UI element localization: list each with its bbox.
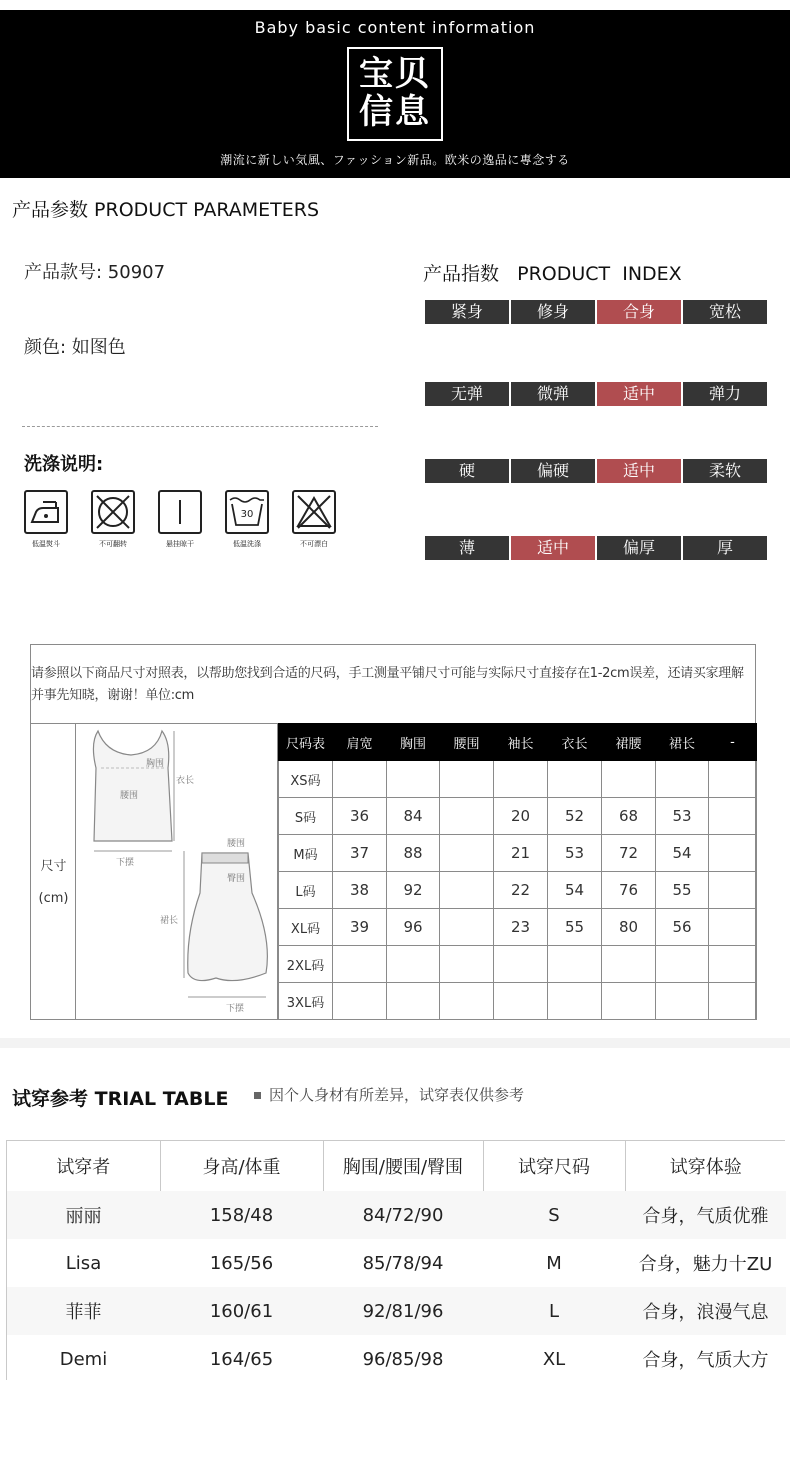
index-cell: 微弹 (511, 382, 595, 406)
size-chart (30, 644, 756, 1020)
care-label: 低温洗涤 (233, 540, 261, 548)
index-row-softness (425, 459, 767, 483)
size-value-cell (656, 761, 709, 798)
size-value-cell (440, 946, 494, 983)
size-value-cell: 55 (548, 909, 602, 946)
size-value-cell (709, 946, 757, 983)
trial-header: 试穿者 (7, 1141, 160, 1191)
trial-cell: 85/78/94 (323, 1239, 483, 1287)
trial-cell: 84/72/90 (323, 1191, 483, 1239)
size-table-header: 裙腰 (602, 724, 656, 761)
size-value-cell (440, 872, 494, 909)
size-value-cell: 55 (656, 872, 709, 909)
size-table-row (279, 761, 757, 798)
size-chart-left-label (31, 723, 76, 1019)
trial-header: 试穿尺码 (483, 1141, 625, 1191)
size-table-row (279, 835, 757, 872)
size-value-cell (333, 761, 387, 798)
trial-cell: M (483, 1239, 625, 1287)
trial-cell: 合身，气质大方 (625, 1335, 786, 1383)
index-cell: 修身 (511, 300, 595, 324)
index-cell: 薄 (425, 536, 509, 560)
care-label: 不可翻转 (99, 540, 127, 548)
trial-header-row (7, 1141, 786, 1191)
size-value-cell (656, 946, 709, 983)
size-value-cell (387, 761, 440, 798)
care-item-iron (16, 490, 76, 549)
trial-header: 试穿体验 (669, 1157, 742, 1178)
size-value-cell: 72 (602, 835, 656, 872)
trial-cell: 96/85/98 (323, 1335, 483, 1383)
care-item-no-bleach (284, 490, 344, 549)
trial-cell: 合身，魅力十ZU (625, 1239, 786, 1287)
size-table-header: 袖长 (494, 724, 548, 761)
trial-row (7, 1287, 786, 1335)
size-value-cell (333, 983, 387, 1020)
size-value-cell (709, 761, 757, 798)
size-value-cell: 76 (602, 872, 656, 909)
index-row-thickness (425, 536, 767, 560)
trial-row (7, 1239, 786, 1287)
size-value-cell: 52 (548, 798, 602, 835)
size-label-cell: L码 (279, 872, 333, 909)
banner-subtitle: 潮流に新しい気風、ファッション新品。欧米の逸品に專念する (220, 153, 570, 167)
size-table-row (279, 798, 757, 835)
trial-cell: 164/65 (160, 1335, 323, 1383)
trial-cell: L (483, 1287, 625, 1335)
index-cell: 厚 (683, 536, 767, 560)
size-label-cell: XS码 (279, 761, 333, 798)
trial-row (7, 1335, 786, 1383)
size-value-cell: 53 (656, 798, 709, 835)
trial-table (7, 1141, 786, 1383)
trial-cell: 92/81/96 (323, 1287, 483, 1335)
size-label: 尺寸 (40, 859, 67, 874)
trial-table-body (7, 1191, 786, 1383)
index-row-fit (425, 300, 767, 324)
top-outline (93, 731, 172, 841)
size-label-cell: XL码 (279, 909, 333, 946)
size-value-cell (709, 872, 757, 909)
size-value-cell (602, 946, 656, 983)
product-index-title: 产品指数 PRODUCT INDEX (423, 263, 682, 285)
garment-diagram-svg (76, 723, 278, 1019)
trial-table-title: 试穿参考 TRIAL TABLE (12, 1088, 229, 1110)
index-cell-selected: 适中 (597, 459, 681, 483)
care-label: 不可漂白 (300, 540, 328, 548)
diagram-label-length: 衣长 (176, 776, 195, 786)
section-separator (0, 1038, 790, 1048)
no-bleach-icon (292, 490, 336, 534)
index-cell: 硬 (425, 459, 509, 483)
size-value-cell: 36 (333, 798, 387, 835)
index-cell: 宽松 (683, 300, 767, 324)
trial-cell: XL (483, 1335, 625, 1383)
size-value-cell: 20 (494, 798, 548, 835)
size-table-row (279, 872, 757, 909)
size-unit-label: (cm) (38, 891, 69, 906)
divider (22, 426, 378, 427)
size-value-cell: 80 (602, 909, 656, 946)
trial-cell: S (483, 1191, 625, 1239)
product-model: 产品款号: 50907 (24, 262, 166, 283)
wash-instructions-title: 洗涤说明: (24, 454, 104, 475)
size-value-cell: 21 (494, 835, 548, 872)
trial-cell: Lisa (7, 1239, 160, 1287)
size-table-row (279, 983, 757, 1020)
trial-cell: 合身，气质优雅 (625, 1191, 786, 1239)
diagram-label-skirt-length: 裙长 (160, 916, 179, 926)
size-value-cell (548, 983, 602, 1020)
size-label-cell: M码 (279, 835, 333, 872)
index-cell-selected: 合身 (597, 300, 681, 324)
size-label-cell: 2XL码 (279, 946, 333, 983)
size-value-cell: 53 (548, 835, 602, 872)
wash-30-icon (225, 490, 269, 534)
diagram-label-waist: 腰围 (120, 791, 139, 801)
size-value-cell (709, 983, 757, 1020)
no-tumble-dry-icon (91, 490, 135, 534)
index-cell: 无弹 (425, 382, 509, 406)
trial-cell: 165/56 (160, 1239, 323, 1287)
size-table-header: 尺码表 (279, 724, 333, 761)
size-value-cell (387, 983, 440, 1020)
trial-cell: 158/48 (160, 1191, 323, 1239)
product-color: 颜色: 如图色 (24, 337, 126, 358)
size-value-cell: 88 (387, 835, 440, 872)
care-item-hang-dry (150, 490, 210, 549)
size-value-cell: 96 (387, 909, 440, 946)
garment-diagram (76, 723, 278, 1019)
hang-dry-icon (158, 490, 202, 534)
index-cell: 偏厚 (597, 536, 681, 560)
size-table-row (279, 946, 757, 983)
index-cell: 紧身 (425, 300, 509, 324)
size-value-cell (494, 946, 548, 983)
trial-header: 身高/体重 (160, 1141, 323, 1191)
trial-note-text: 因个人身材有所差异，试穿表仅供参考 (269, 1086, 525, 1104)
size-table-header: 裙长 (656, 724, 709, 761)
size-chart-note: 请参照以下商品尺寸对照表，以帮助您找到合适的尺码，手工测量平铺尺寸可能与实际尺寸直接存在1-2cm误差，还请买家理解并事先知晓，谢谢！单位:cm (31, 666, 744, 703)
size-value-cell: 23 (494, 909, 548, 946)
size-value-cell (548, 946, 602, 983)
size-value-cell (440, 909, 494, 946)
size-value-cell (602, 761, 656, 798)
trial-cell: Demi (7, 1335, 160, 1383)
size-value-cell (494, 983, 548, 1020)
trial-cell: 丽丽 (7, 1191, 160, 1239)
diagram-label-hem: 下摆 (116, 858, 135, 868)
size-table-header: 腰围 (440, 724, 494, 761)
size-table-header: 胸围 (387, 724, 440, 761)
index-cell-selected: 适中 (597, 382, 681, 406)
index-row-elasticity (425, 382, 767, 406)
product-parameters-title: 产品参数 PRODUCT PARAMETERS (12, 199, 320, 221)
care-label: 低温熨斗 (32, 540, 60, 548)
size-value-cell (709, 909, 757, 946)
size-value-cell (494, 761, 548, 798)
size-value-cell (440, 761, 494, 798)
index-cell: 偏硬 (511, 459, 595, 483)
size-value-cell: 54 (656, 835, 709, 872)
care-item-no-tumble (83, 490, 143, 549)
index-cell-selected: 适中 (511, 536, 595, 560)
size-label-cell: S码 (279, 798, 333, 835)
banner-title-cn: 宝贝信息 (359, 54, 431, 132)
size-value-cell: 84 (387, 798, 440, 835)
size-table-header: - (709, 724, 757, 761)
trial-cell: 合身，浪漫气息 (625, 1287, 786, 1335)
size-value-cell (602, 983, 656, 1020)
trial-cell: 菲菲 (7, 1287, 160, 1335)
diagram-label-chest: 胸围 (146, 759, 165, 769)
size-value-cell (440, 835, 494, 872)
size-value-cell: 38 (333, 872, 387, 909)
size-label-cell: 3XL码 (279, 983, 333, 1020)
size-value-cell (440, 798, 494, 835)
banner-title-en: Baby basic content information (254, 18, 536, 37)
banner-title-box (347, 47, 443, 141)
trial-table-container (6, 1140, 785, 1380)
size-value-cell (709, 798, 757, 835)
size-value-cell: 39 (333, 909, 387, 946)
trial-cell: 160/61 (160, 1287, 323, 1335)
trial-row (7, 1191, 786, 1239)
trial-table-note (254, 1084, 524, 1105)
index-cell: 柔软 (683, 459, 767, 483)
diagram-label-skirt-waist: 腰围 (227, 839, 246, 849)
size-value-cell (548, 761, 602, 798)
care-label: 悬挂晾干 (166, 540, 194, 548)
size-value-cell: 54 (548, 872, 602, 909)
trial-header: 胸围/腰围/臀围 (323, 1141, 483, 1191)
size-value-cell (440, 983, 494, 1020)
skirt-waistband (202, 853, 248, 863)
size-value-cell (387, 946, 440, 983)
size-table-header: 肩宽 (333, 724, 387, 761)
skirt-outline (188, 853, 268, 981)
svg-text:30: 30 (240, 509, 254, 520)
index-cell: 弹力 (683, 382, 767, 406)
size-value-cell: 92 (387, 872, 440, 909)
size-value-cell: 68 (602, 798, 656, 835)
size-table-body (279, 724, 757, 1020)
size-value-cell: 37 (333, 835, 387, 872)
size-table (278, 723, 757, 1020)
diagram-label-skirt-hem: 下摆 (226, 1004, 245, 1014)
size-value-cell: 56 (656, 909, 709, 946)
size-table-header: 衣长 (548, 724, 602, 761)
diagram-label-hip: 臀围 (227, 874, 246, 884)
care-item-wash-30 (217, 490, 277, 549)
size-table-header-row (279, 724, 757, 761)
bullet-square-icon (254, 1092, 261, 1099)
banner-background (0, 10, 790, 178)
size-value-cell (709, 835, 757, 872)
size-value-cell (333, 946, 387, 983)
header-banner (0, 0, 790, 180)
iron-low-temp-icon (24, 490, 68, 534)
size-value-cell: 22 (494, 872, 548, 909)
size-table-row (279, 909, 757, 946)
size-value-cell (656, 983, 709, 1020)
